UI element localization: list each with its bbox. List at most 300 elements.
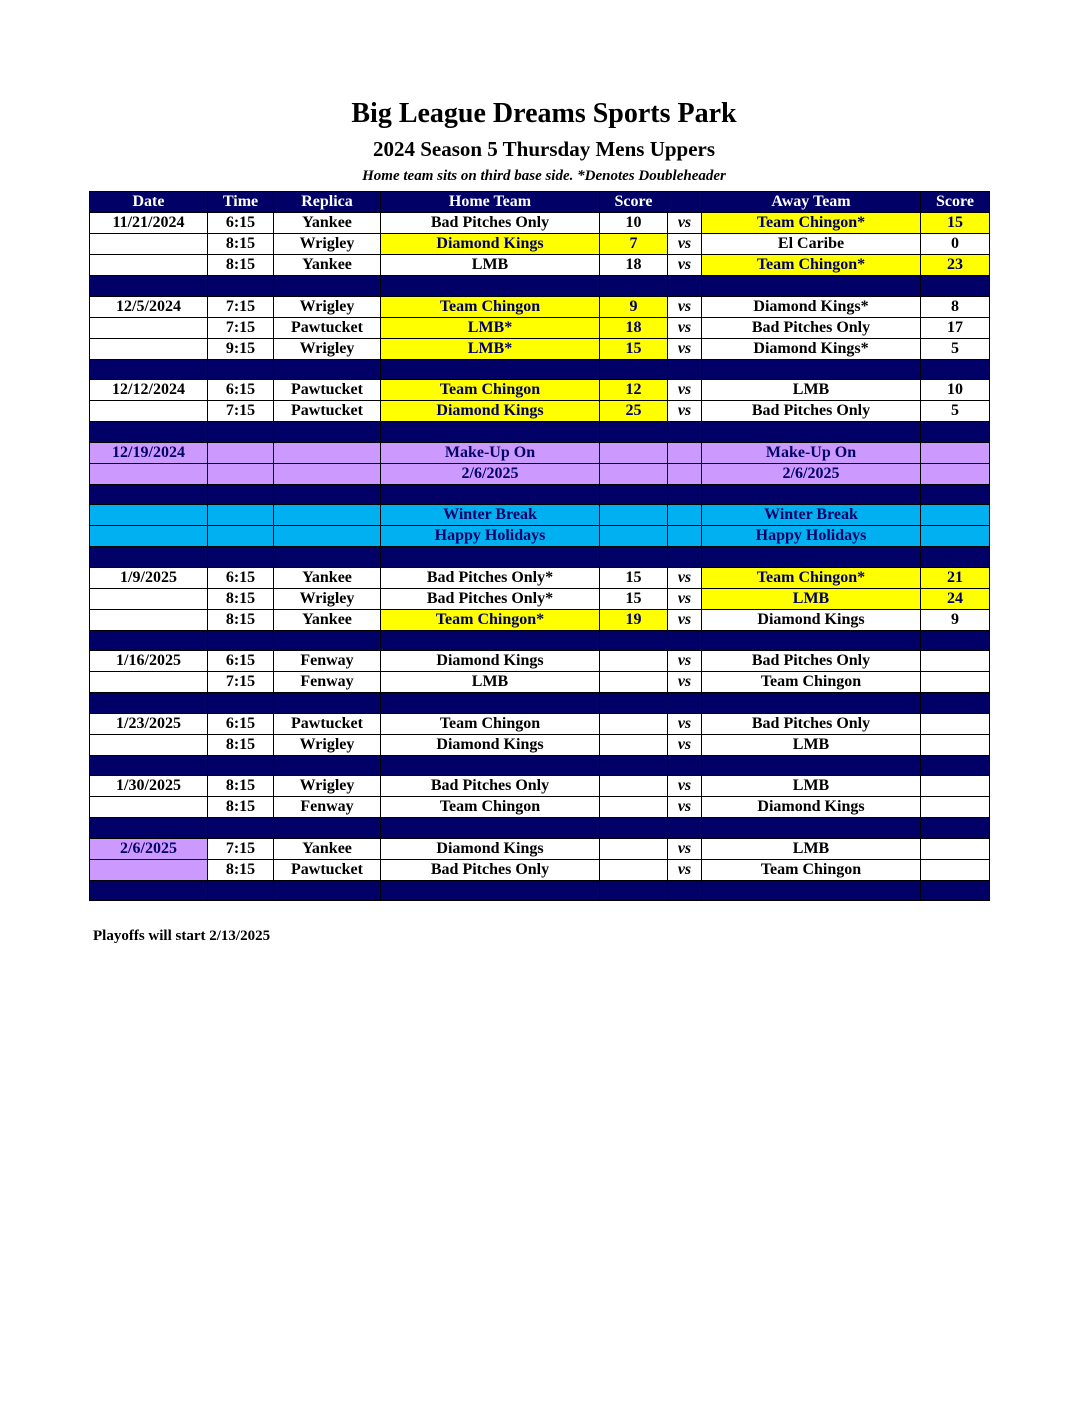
game-row (90, 776, 990, 797)
time-cell: 7:15 (208, 317, 274, 338)
home-team-cell: Bad Pitches Only* (381, 588, 600, 609)
game-row (90, 734, 990, 755)
vs-cell: vs (668, 672, 702, 693)
replica-cell (274, 526, 381, 547)
separator-cell (668, 755, 702, 776)
separator-cell (381, 630, 600, 651)
separator-row (90, 818, 990, 839)
date-cell (90, 588, 208, 609)
game-row (90, 567, 990, 588)
makeup-row (90, 442, 990, 463)
separator-cell (921, 818, 990, 839)
separator-cell (702, 755, 921, 776)
away-team-cell: Happy Holidays (702, 526, 921, 547)
separator-row (90, 630, 990, 651)
col-away-team-header: Away Team (702, 192, 921, 213)
separator-cell (274, 422, 381, 443)
separator-cell (600, 755, 668, 776)
date-cell (90, 797, 208, 818)
home-team-cell: Bad Pitches Only (381, 859, 600, 880)
separator-cell (668, 693, 702, 714)
away-score-cell (921, 797, 990, 818)
game-row (90, 672, 990, 693)
time-cell (208, 442, 274, 463)
separator-cell (702, 422, 921, 443)
separator-cell (702, 276, 921, 297)
home-team-cell: Team Chingon (381, 380, 600, 401)
vs-cell: vs (668, 713, 702, 734)
away-team-cell: LMB (702, 838, 921, 859)
separator-row (90, 422, 990, 443)
replica-cell: Fenway (274, 672, 381, 693)
separator-cell (90, 276, 208, 297)
home-score-cell (600, 672, 668, 693)
date-cell (90, 526, 208, 547)
replica-cell: Wrigley (274, 296, 381, 317)
away-team-cell: Team Chingon* (702, 567, 921, 588)
home-score-cell (600, 859, 668, 880)
separator-row (90, 693, 990, 714)
separator-cell (90, 630, 208, 651)
separator-cell (668, 547, 702, 568)
replica-cell: Pawtucket (274, 401, 381, 422)
separator-cell (921, 755, 990, 776)
date-cell (90, 317, 208, 338)
separator-cell (274, 630, 381, 651)
separator-cell (668, 276, 702, 297)
game-row (90, 713, 990, 734)
away-team-cell: Bad Pitches Only (702, 401, 921, 422)
separator-cell (90, 880, 208, 901)
separator-cell (921, 359, 990, 380)
time-cell (208, 505, 274, 526)
home-team-cell: Diamond Kings (381, 401, 600, 422)
replica-cell: Fenway (274, 797, 381, 818)
separator-cell (702, 880, 921, 901)
vs-cell: vs (668, 797, 702, 818)
separator-cell (381, 422, 600, 443)
game-row (90, 651, 990, 672)
separator-row (90, 484, 990, 505)
separator-cell (90, 693, 208, 714)
game-row (90, 588, 990, 609)
vs-cell: vs (668, 734, 702, 755)
date-cell: 2/6/2025 (90, 838, 208, 859)
separator-cell (208, 880, 274, 901)
home-score-cell: 15 (600, 338, 668, 359)
separator-cell (668, 422, 702, 443)
schedule-note: Home team sits on third base side. *Denotes Doubleheader (362, 168, 726, 184)
away-team-cell: Make-Up On (702, 442, 921, 463)
game-row (90, 296, 990, 317)
header-row (90, 192, 990, 213)
date-cell: 12/5/2024 (90, 296, 208, 317)
vs-cell: vs (668, 380, 702, 401)
separator-cell (208, 630, 274, 651)
date-cell (90, 859, 208, 880)
vs-cell: vs (668, 838, 702, 859)
away-score-cell (921, 463, 990, 484)
date-cell (90, 505, 208, 526)
home-team-cell: LMB* (381, 338, 600, 359)
away-team-cell: LMB (702, 776, 921, 797)
separator-row (90, 880, 990, 901)
home-score-cell (600, 838, 668, 859)
away-score-cell: 23 (921, 255, 990, 276)
separator-cell (600, 630, 668, 651)
separator-cell (921, 547, 990, 568)
replica-cell: Yankee (274, 213, 381, 234)
home-score-cell (600, 776, 668, 797)
col-date-header: Date (90, 192, 208, 213)
date-cell: 11/21/2024 (90, 213, 208, 234)
home-score-cell (600, 463, 668, 484)
home-score-cell: 12 (600, 380, 668, 401)
away-team-cell: 2/6/2025 (702, 463, 921, 484)
away-score-cell: 0 (921, 234, 990, 255)
away-score-cell: 17 (921, 317, 990, 338)
separator-cell (208, 693, 274, 714)
replica-cell: Wrigley (274, 338, 381, 359)
away-team-cell: LMB (702, 734, 921, 755)
separator-cell (381, 755, 600, 776)
separator-cell (90, 422, 208, 443)
separator-cell (702, 818, 921, 839)
separator-cell (600, 547, 668, 568)
separator-cell (702, 484, 921, 505)
separator-cell (90, 755, 208, 776)
separator-cell (274, 755, 381, 776)
home-team-cell: Diamond Kings (381, 651, 600, 672)
separator-row (90, 547, 990, 568)
away-score-cell (921, 734, 990, 755)
separator-cell (668, 630, 702, 651)
date-cell: 1/23/2025 (90, 713, 208, 734)
col-replica-header: Replica (274, 192, 381, 213)
separator-cell (208, 818, 274, 839)
col-vs-header (668, 192, 702, 213)
home-score-cell (600, 505, 668, 526)
away-score-cell (921, 651, 990, 672)
separator-cell (600, 693, 668, 714)
away-score-cell (921, 838, 990, 859)
away-team-cell: Bad Pitches Only (702, 713, 921, 734)
vs-cell: vs (668, 651, 702, 672)
separator-cell (600, 818, 668, 839)
vs-cell: vs (668, 234, 702, 255)
separator-cell (600, 422, 668, 443)
home-team-cell: Team Chingon (381, 797, 600, 818)
time-cell: 8:15 (208, 234, 274, 255)
home-team-cell: Team Chingon* (381, 609, 600, 630)
separator-cell (381, 547, 600, 568)
separator-cell (208, 484, 274, 505)
separator-cell (921, 693, 990, 714)
away-team-cell: Team Chingon* (702, 213, 921, 234)
date-cell (90, 234, 208, 255)
separator-cell (702, 693, 921, 714)
replica-cell (274, 463, 381, 484)
replica-cell: Fenway (274, 651, 381, 672)
separator-cell (600, 880, 668, 901)
separator-cell (274, 359, 381, 380)
home-team-cell: Diamond Kings (381, 734, 600, 755)
home-score-cell: 9 (600, 296, 668, 317)
page-title: Big League Dreams Sports Park (351, 98, 737, 129)
away-score-cell: 24 (921, 588, 990, 609)
away-team-cell: Team Chingon (702, 859, 921, 880)
replica-cell: Yankee (274, 609, 381, 630)
vs-cell (668, 463, 702, 484)
away-score-cell (921, 713, 990, 734)
vs-cell (668, 505, 702, 526)
replica-cell: Wrigley (274, 234, 381, 255)
away-score-cell (921, 505, 990, 526)
separator-cell (208, 276, 274, 297)
time-cell: 8:15 (208, 255, 274, 276)
away-team-cell: Bad Pitches Only (702, 317, 921, 338)
home-team-cell: LMB (381, 255, 600, 276)
away-score-cell (921, 776, 990, 797)
home-team-cell: Bad Pitches Only (381, 213, 600, 234)
separator-row (90, 276, 990, 297)
replica-cell: Wrigley (274, 776, 381, 797)
time-cell: 8:15 (208, 734, 274, 755)
home-team-cell: Diamond Kings (381, 838, 600, 859)
vs-cell: vs (668, 213, 702, 234)
vs-cell: vs (668, 338, 702, 359)
home-score-cell: 18 (600, 255, 668, 276)
game-row (90, 838, 990, 859)
separator-cell (600, 276, 668, 297)
vs-cell (668, 442, 702, 463)
separator-cell (668, 484, 702, 505)
separator-cell (702, 547, 921, 568)
home-score-cell (600, 442, 668, 463)
separator-cell (274, 880, 381, 901)
separator-cell (274, 693, 381, 714)
vs-cell: vs (668, 255, 702, 276)
away-team-cell: LMB (702, 380, 921, 401)
separator-cell (702, 630, 921, 651)
away-score-cell: 10 (921, 380, 990, 401)
time-cell: 7:15 (208, 401, 274, 422)
home-score-cell: 10 (600, 213, 668, 234)
game-row (90, 380, 990, 401)
home-team-cell: Team Chingon (381, 713, 600, 734)
separator-cell (600, 359, 668, 380)
away-score-cell: 21 (921, 567, 990, 588)
home-score-cell (600, 734, 668, 755)
date-cell (90, 255, 208, 276)
game-row (90, 797, 990, 818)
vs-cell: vs (668, 588, 702, 609)
separator-cell (274, 547, 381, 568)
separator-cell (921, 276, 990, 297)
col-time-header: Time (208, 192, 274, 213)
away-team-cell: Team Chingon (702, 672, 921, 693)
separator-cell (381, 276, 600, 297)
replica-cell: Yankee (274, 838, 381, 859)
game-row (90, 859, 990, 880)
time-cell: 6:15 (208, 567, 274, 588)
schedule-body (90, 213, 990, 901)
away-team-cell: Diamond Kings* (702, 296, 921, 317)
home-score-cell (600, 713, 668, 734)
separator-cell (90, 547, 208, 568)
separator-row (90, 755, 990, 776)
vs-cell: vs (668, 296, 702, 317)
away-score-cell (921, 859, 990, 880)
away-team-cell: Team Chingon* (702, 255, 921, 276)
time-cell: 6:15 (208, 380, 274, 401)
break-row (90, 505, 990, 526)
game-row (90, 338, 990, 359)
home-team-cell: LMB* (381, 317, 600, 338)
home-team-cell: LMB (381, 672, 600, 693)
home-score-cell: 18 (600, 317, 668, 338)
separator-cell (921, 422, 990, 443)
vs-cell: vs (668, 401, 702, 422)
vs-cell (668, 526, 702, 547)
replica-cell: Pawtucket (274, 380, 381, 401)
away-score-cell (921, 442, 990, 463)
time-cell: 6:15 (208, 651, 274, 672)
date-cell (90, 338, 208, 359)
away-team-cell: El Caribe (702, 234, 921, 255)
time-cell: 8:15 (208, 609, 274, 630)
footer-note: Playoffs will start 2/13/2025 (93, 928, 271, 944)
replica-cell: Yankee (274, 567, 381, 588)
separator-cell (921, 630, 990, 651)
date-cell: 1/30/2025 (90, 776, 208, 797)
separator-cell (208, 547, 274, 568)
vs-cell: vs (668, 859, 702, 880)
page-subtitle: 2024 Season 5 Thursday Mens Uppers (372, 137, 716, 161)
home-score-cell: 15 (600, 588, 668, 609)
date-cell: 12/12/2024 (90, 380, 208, 401)
date-cell (90, 609, 208, 630)
away-team-cell: Diamond Kings (702, 609, 921, 630)
separator-cell (90, 818, 208, 839)
replica-cell (274, 442, 381, 463)
replica-cell (274, 505, 381, 526)
away-score-cell (921, 526, 990, 547)
separator-cell (381, 359, 600, 380)
separator-cell (668, 818, 702, 839)
separator-row (90, 359, 990, 380)
time-cell: 9:15 (208, 338, 274, 359)
break-row (90, 526, 990, 547)
home-team-cell: Diamond Kings (381, 234, 600, 255)
date-cell (90, 401, 208, 422)
time-cell: 8:15 (208, 588, 274, 609)
col-home-team-header: Home Team (381, 192, 600, 213)
separator-cell (208, 359, 274, 380)
replica-cell: Wrigley (274, 588, 381, 609)
away-team-cell: Bad Pitches Only (702, 651, 921, 672)
away-team-cell: Winter Break (702, 505, 921, 526)
separator-cell (702, 359, 921, 380)
col-home-score-header: Score (600, 192, 668, 213)
date-cell (90, 463, 208, 484)
time-cell (208, 463, 274, 484)
separator-cell (600, 484, 668, 505)
home-team-cell: Happy Holidays (381, 526, 600, 547)
col-away-score-header: Score (921, 192, 990, 213)
separator-cell (921, 484, 990, 505)
away-score-cell: 9 (921, 609, 990, 630)
away-team-cell: Diamond Kings* (702, 338, 921, 359)
separator-cell (668, 880, 702, 901)
date-cell (90, 672, 208, 693)
home-score-cell: 15 (600, 567, 668, 588)
date-cell (90, 734, 208, 755)
time-cell: 7:15 (208, 296, 274, 317)
vs-cell: vs (668, 609, 702, 630)
home-team-cell: Winter Break (381, 505, 600, 526)
home-team-cell: 2/6/2025 (381, 463, 600, 484)
home-score-cell (600, 651, 668, 672)
time-cell: 6:15 (208, 713, 274, 734)
time-cell (208, 526, 274, 547)
replica-cell: Pawtucket (274, 317, 381, 338)
time-cell: 8:15 (208, 859, 274, 880)
home-score-cell (600, 797, 668, 818)
home-score-cell: 7 (600, 234, 668, 255)
game-row (90, 234, 990, 255)
separator-cell (274, 484, 381, 505)
makeup-row (90, 463, 990, 484)
home-score-cell: 19 (600, 609, 668, 630)
home-team-cell: Bad Pitches Only* (381, 567, 600, 588)
away-score-cell: 5 (921, 401, 990, 422)
home-score-cell (600, 526, 668, 547)
date-cell: 1/16/2025 (90, 651, 208, 672)
time-cell: 8:15 (208, 797, 274, 818)
away-score-cell: 15 (921, 213, 990, 234)
vs-cell: vs (668, 317, 702, 338)
time-cell: 7:15 (208, 672, 274, 693)
separator-cell (208, 755, 274, 776)
replica-cell: Yankee (274, 255, 381, 276)
separator-cell (90, 484, 208, 505)
separator-cell (274, 276, 381, 297)
replica-cell: Pawtucket (274, 859, 381, 880)
schedule-table (89, 191, 990, 901)
game-row (90, 255, 990, 276)
separator-cell (381, 693, 600, 714)
time-cell: 6:15 (208, 213, 274, 234)
home-team-cell: Make-Up On (381, 442, 600, 463)
separator-cell (274, 818, 381, 839)
replica-cell: Wrigley (274, 734, 381, 755)
home-team-cell: Team Chingon (381, 296, 600, 317)
replica-cell: Pawtucket (274, 713, 381, 734)
away-score-cell: 5 (921, 338, 990, 359)
time-cell: 8:15 (208, 776, 274, 797)
separator-cell (921, 880, 990, 901)
away-team-cell: Diamond Kings (702, 797, 921, 818)
game-row (90, 317, 990, 338)
home-score-cell: 25 (600, 401, 668, 422)
vs-cell: vs (668, 776, 702, 797)
time-cell: 7:15 (208, 838, 274, 859)
separator-cell (381, 880, 600, 901)
date-cell: 1/9/2025 (90, 567, 208, 588)
separator-cell (381, 484, 600, 505)
game-row (90, 401, 990, 422)
